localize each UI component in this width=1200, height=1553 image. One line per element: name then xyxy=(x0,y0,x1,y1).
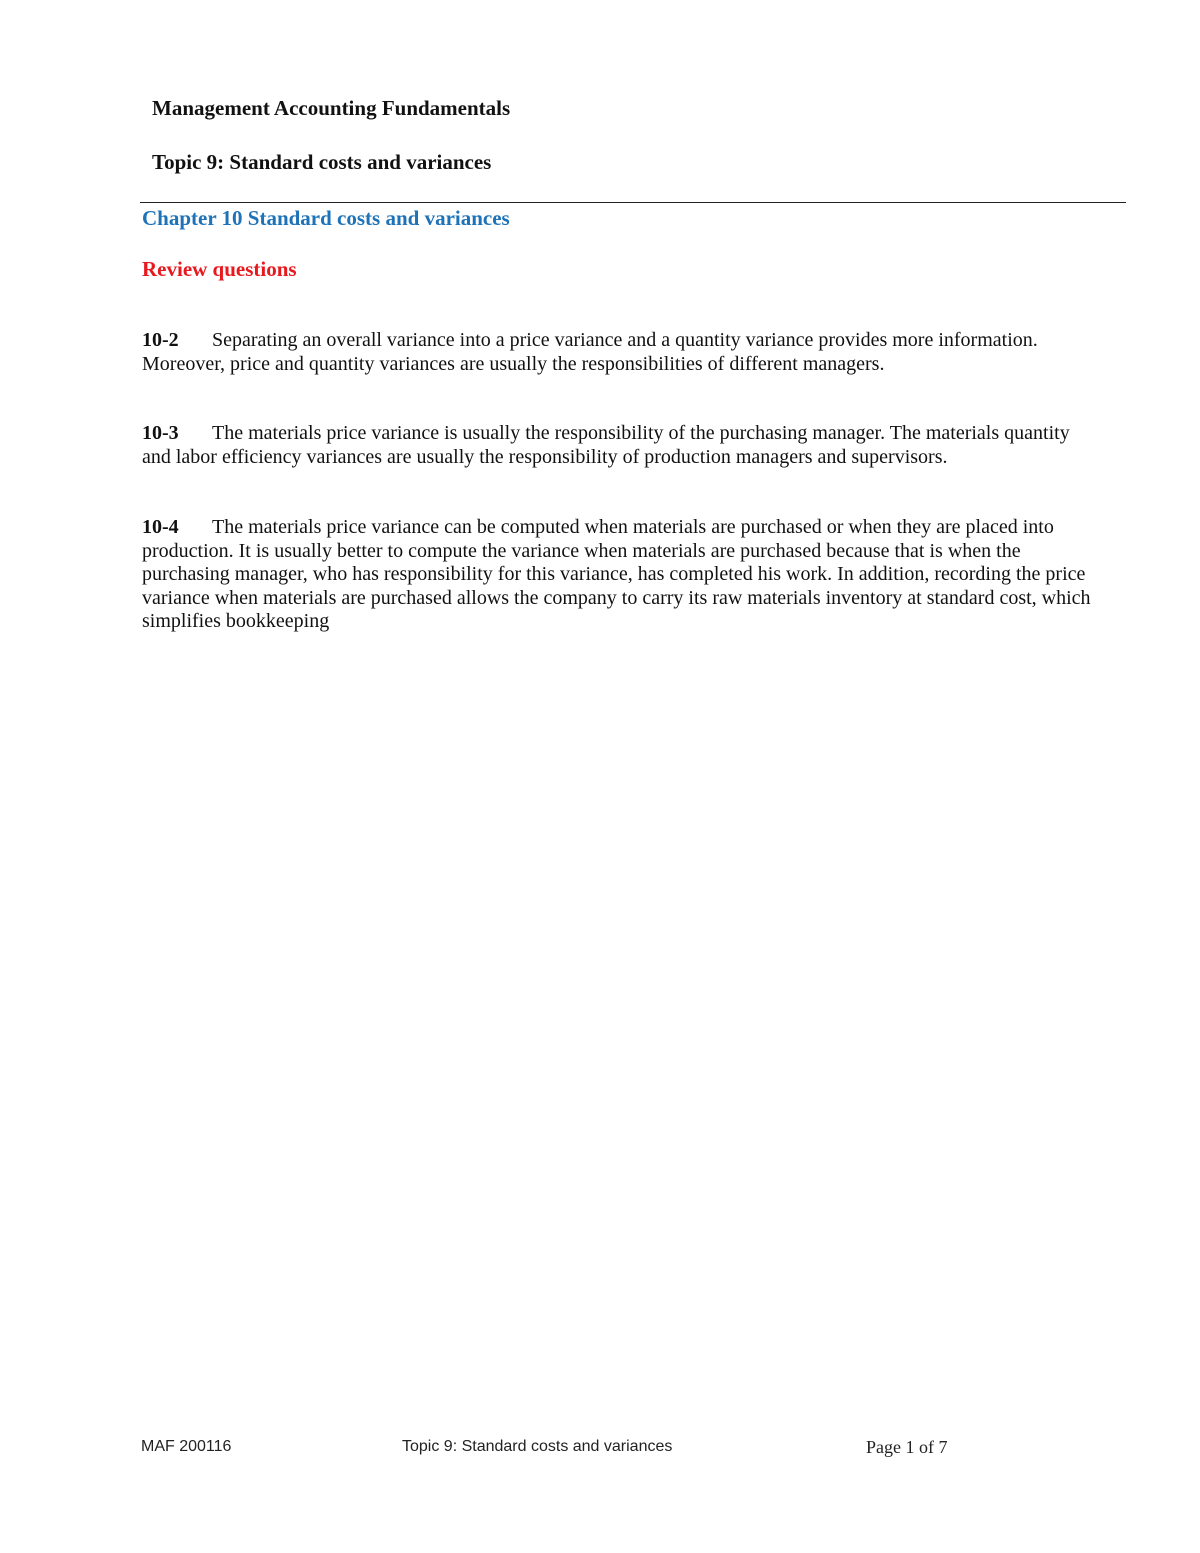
review-answer xyxy=(142,516,1092,634)
question-number: 10-2 xyxy=(142,329,179,351)
review-answer xyxy=(142,329,1092,376)
question-number: 10-4 xyxy=(142,516,179,538)
topic-title: Topic 9: Standard costs and variances xyxy=(152,150,492,174)
header-divider xyxy=(140,202,1126,203)
review-answer xyxy=(142,422,1092,469)
question-number: 10-3 xyxy=(142,422,179,444)
course-title: Management Accounting Fundamentals xyxy=(152,96,511,120)
footer-topic: Topic 9: Standard costs and variances xyxy=(402,1438,673,1455)
answer-text: The materials price variance is usually the responsibility of the purchasing manager. The materials quantity and labor efficiency variances are usually the responsibility of production managers and supervisors. xyxy=(142,422,1070,468)
section-title: Review questions xyxy=(142,257,297,281)
answer-text: Separating an overall variance into a price variance and a quantity variance provides more information. Moreover, price and quantity variances are usually the responsibilities of different managers. xyxy=(142,329,1038,375)
answer-text: The materials price variance can be computed when materials are purchased or when they are placed into production. It is usually better to compute the variance when materials are purchased because that is when the purchasing manager, who has responsibility for this variance, has completed his work. In addition, recording the price variance when materials are purchased allows the company to carry its raw materials inventory at standard cost, which simplifies bookkeeping xyxy=(142,516,1091,633)
footer-course-code: MAF 200116 xyxy=(141,1438,232,1455)
footer-page-number: Page 1 of 7 xyxy=(866,1437,948,1457)
chapter-title: Chapter 10 Standard costs and variances xyxy=(142,206,510,230)
